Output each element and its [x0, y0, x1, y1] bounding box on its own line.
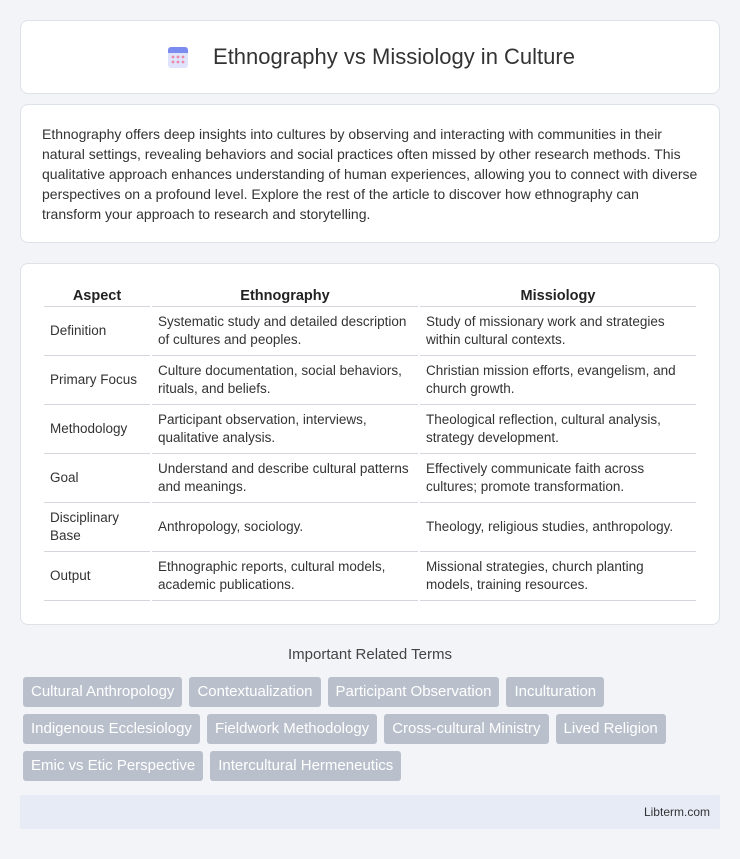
- header-ethnography: Ethnography: [152, 284, 418, 307]
- related-term-tag[interactable]: Intercultural Hermeneutics: [210, 751, 401, 781]
- aspect-cell: Primary Focus: [44, 356, 150, 405]
- related-terms-list: [23, 677, 723, 781]
- related-term-tag[interactable]: Emic vs Etic Perspective: [23, 751, 203, 781]
- missiology-cell: Theology, religious studies, anthropology.: [420, 503, 696, 552]
- comparison-table: [42, 284, 698, 601]
- aspect-cell: Definition: [44, 307, 150, 356]
- table-header-row: [44, 284, 696, 307]
- header-missiology: Missiology: [420, 284, 696, 307]
- related-term-tag[interactable]: Inculturation: [506, 677, 604, 707]
- related-term-tag[interactable]: Contextualization: [189, 677, 320, 707]
- ethnography-cell: Anthropology, sociology.: [152, 503, 418, 552]
- footer: [20, 795, 720, 829]
- page-title: Ethnography vs Missiology in Culture: [213, 44, 575, 69]
- table-row: [44, 307, 696, 356]
- ethnography-cell: Understand and describe cultural patterns and meanings.: [152, 454, 418, 503]
- related-term-tag[interactable]: Fieldwork Methodology: [207, 714, 377, 744]
- missiology-cell: Effectively communicate faith across cultures; promote transformation.: [420, 454, 696, 503]
- footer-brand-link[interactable]: Libterm.com: [643, 805, 710, 819]
- ethnography-cell: Systematic study and detailed description of cultures and peoples.: [152, 307, 418, 356]
- aspect-cell: Goal: [44, 454, 150, 503]
- related-term-tag[interactable]: Cultural Anthropology: [23, 677, 182, 707]
- header-aspect: Aspect: [44, 284, 150, 307]
- related-term-tag[interactable]: Participant Observation: [328, 677, 500, 707]
- related-term-tag[interactable]: Cross-cultural Ministry: [384, 714, 548, 744]
- missiology-cell: Missional strategies, church planting models, training resources.: [420, 552, 696, 601]
- aspect-cell: Disciplinary Base: [44, 503, 150, 552]
- related-terms-heading: Important Related Terms: [288, 646, 452, 663]
- title-card: [20, 20, 720, 94]
- related-term-tag[interactable]: Lived Religion: [556, 714, 666, 744]
- missiology-cell: Theological reflection, cultural analysis, strategy development.: [420, 405, 696, 454]
- related-term-tag[interactable]: Indigenous Ecclesiology: [23, 714, 200, 744]
- aspect-cell: Methodology: [44, 405, 150, 454]
- table-row: [44, 503, 696, 552]
- ethnography-cell: Participant observation, interviews, qualitative analysis.: [152, 405, 418, 454]
- intro-text: Ethnography offers deep insights into cultures by observing and interacting with communities in their natural settings, revealing behaviors and social practices often missed by other research methods. This qualitative approach enhances understanding of human experiences, allowing you to connect with diverse perspectives on a profound level. Explore the rest of the article to discover how ethnography can transform your approach to research and storytelling.: [42, 126, 698, 222]
- table-row: [44, 356, 696, 405]
- table-row: [44, 405, 696, 454]
- missiology-cell: Christian mission efforts, evangelism, and church growth.: [420, 356, 696, 405]
- missiology-cell: Study of missionary work and strategies within cultural contexts.: [420, 307, 696, 356]
- ethnography-cell: Ethnographic reports, cultural models, academic publications.: [152, 552, 418, 601]
- comparison-table-card: [20, 263, 720, 625]
- aspect-cell: Output: [44, 552, 150, 601]
- table-row: [44, 552, 696, 601]
- document-grid-icon: [165, 44, 191, 70]
- ethnography-cell: Culture documentation, social behaviors, rituals, and beliefs.: [152, 356, 418, 405]
- intro-card: [20, 104, 720, 243]
- table-row: [44, 454, 696, 503]
